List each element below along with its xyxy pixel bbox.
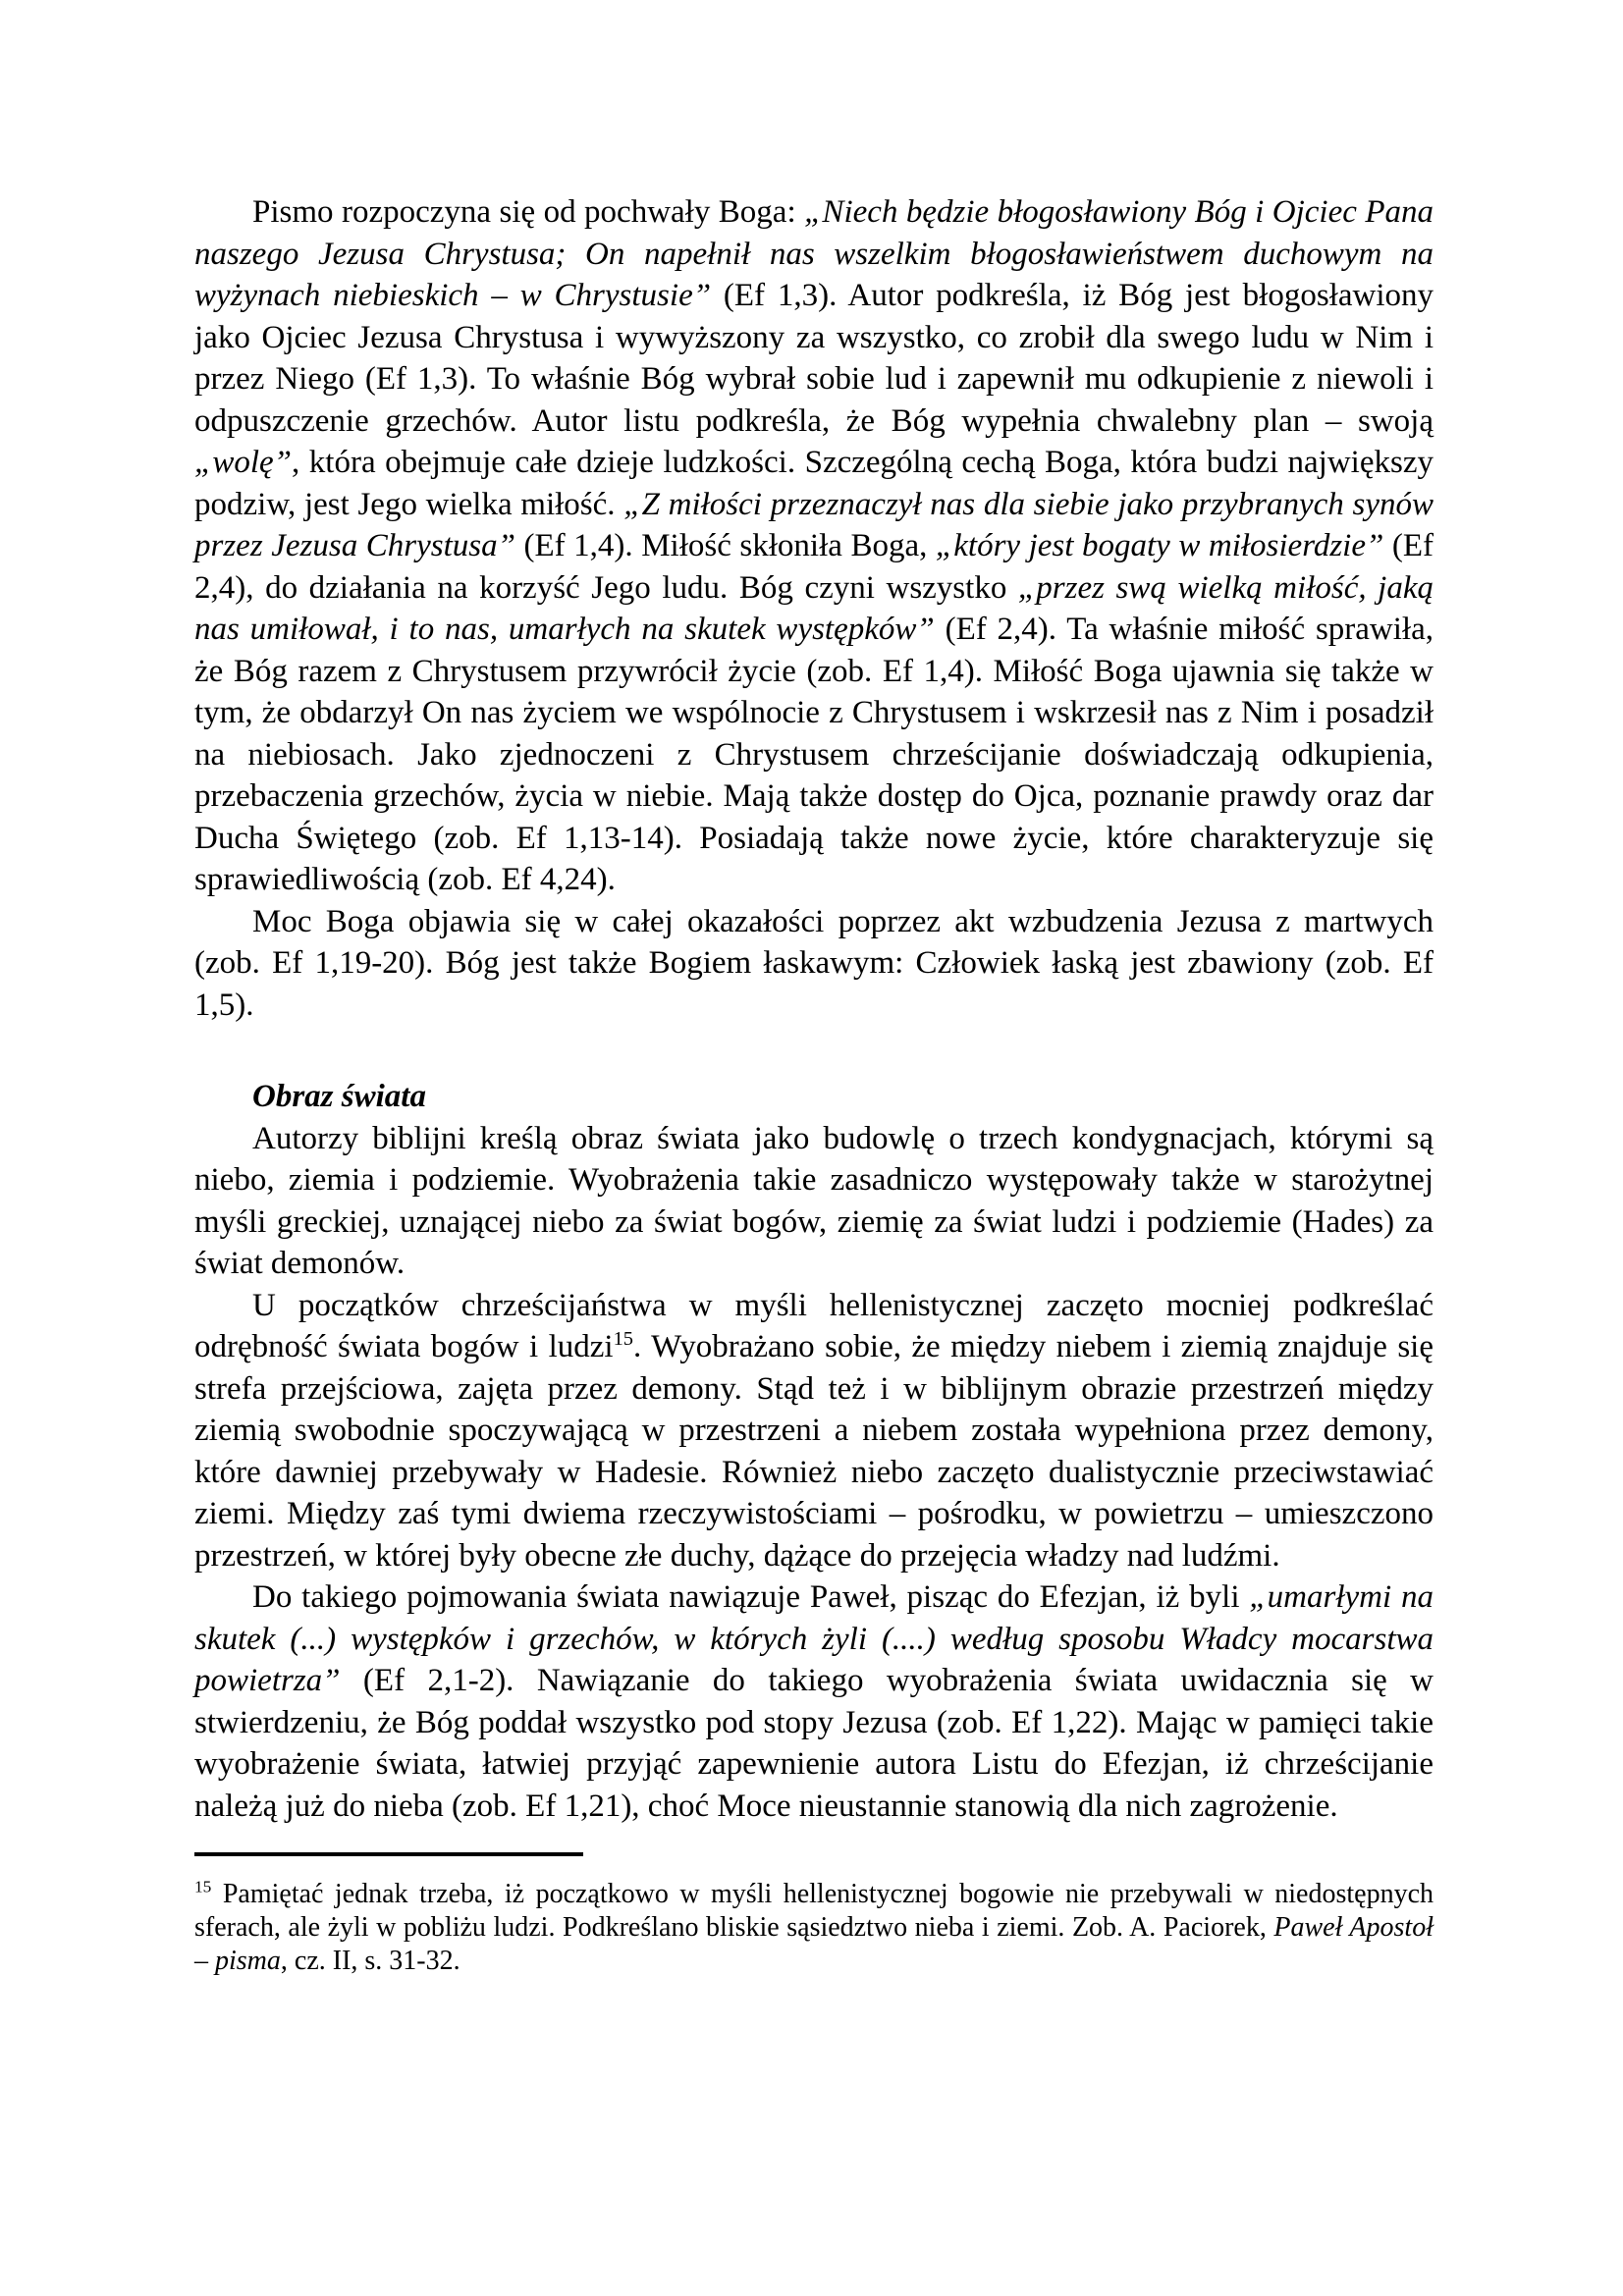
text-run: , cz. II, s. 31-32. bbox=[280, 1946, 460, 1976]
text-run: U początków chrześcijaństwa w myśli hellenistycznej zaczęto mocniej podkreślać odrębność świata bogów i ludzi bbox=[194, 1287, 1434, 1364]
text-run: (Ef 2,4), do działania na korzyść Jego ludu. Bóg czyni wszystko bbox=[194, 528, 1434, 606]
body-paragraph-2 bbox=[194, 901, 1434, 1027]
text-content bbox=[194, 191, 1434, 1978]
text-run: „umarłymi na skutek (...) występków i grzechów, w których żyli (....) według sposobu Władcy mocarstwa powietrza” bbox=[194, 1579, 1434, 1698]
text-run: „który jest bogaty w miłosierdzie” bbox=[935, 528, 1384, 563]
footnote-reference: 15 bbox=[613, 1328, 634, 1350]
text-run: , która obejmuje całe dzieje ludzkości. Szczególną cechą Boga, która budzi największy podziw, jest Jego wielka miłość. bbox=[194, 445, 1434, 522]
footnote-reference: 15 bbox=[194, 1877, 212, 1896]
body-paragraph-4 bbox=[194, 1285, 1434, 1577]
text-run: Moc Boga objawia się w całej okazałości poprzez akt wzbudzenia Jezusa z martwych (zob. Ef 1,19-20). Bóg jest także Bogiem łaskawym: Człowiek łaską jest zbawiony (zob. Ef 1,5). bbox=[194, 903, 1434, 1023]
body-paragraph-5 bbox=[194, 1576, 1434, 1827]
text-run: „przez swą wielką miłość, jaką nas umiłował, i to nas, umarłych na skutek występków” bbox=[194, 569, 1434, 647]
footnote-separator-rule bbox=[194, 1852, 583, 1856]
text-run: Autorzy biblijni kreślą obraz świata jako budowlę o trzech kondygnacjach, którymi są niebo, ziemia i podziemie. Wyobrażenia takie zasadniczo występowały także w starożytnej myśli greckiej, uznającej niebo za świat bogów, ziemię za świat ludzi i podziemie (Hades) za świat demonów. bbox=[194, 1120, 1434, 1281]
text-run: (Ef 2,4). Ta właśnie miłość sprawiła, że Bóg razem z Chrystusem przywrócił życie (zob. Ef 1,4). Miłość Boga ujawnia się także w tym, że obdarzył On nas życiem we wspólnocie z Chrystusem i wskrzesił nas z Nim i posadził na niebiosach. Jako zjednoczeni z Chrystusem chrześcijanie doświadczają odkupienia, przebaczenia grzechów, życia w niebie. Mają także dostęp do Ojca, poznanie prawdy oraz dar Ducha Świętego (zob. Ef 1,13-14). Posiadają także nowe życie, które charakteryzuje się sprawiedliwością (zob. Ef 4,24). bbox=[194, 612, 1434, 897]
text-run: Do takiego pojmowania świata nawiązuje Paweł, pisząc do Efezjan, iż byli bbox=[252, 1579, 1250, 1615]
body-paragraph-3 bbox=[194, 1118, 1434, 1285]
text-run: Paweł Apostoł – pisma bbox=[194, 1912, 1434, 1976]
text-run: „Niech będzie błogosławiony Bóg i Ojciec Pana naszego Jezusa Chrystusa; On napełnił nas wszelkim błogosławieństwem duchowym na wyżynach niebieskich – w Chrystusie” bbox=[194, 194, 1434, 313]
body-paragraph-1 bbox=[194, 191, 1434, 901]
text-run: (Ef 2,1-2). Nawiązanie do takiego wyobrażenia świata uwidacznia się w stwierdzeniu, że Bóg poddał wszystko pod stopy Jezusa (zob. Ef 1,22). Mając w pamięci takie wyobrażenie świata, łatwiej przyjąć zapewnienie autora Listu do Efezjan, iż chrześcijanie należą już do nieba (zob. Ef 1,21), choć Moce nieustannie stanowią dla nich zagrożenie. bbox=[194, 1663, 1434, 1824]
text-run: (Ef 1,3). Autor podkreśla, iż Bóg jest błogosławiony jako Ojciec Jezusa Chrystusa i wywyższony za wszystko, co zrobił dla swego ludu w Nim i przez Niego (Ef 1,3). To właśnie Bóg wybrał sobie lud i zapewnił mu odkupienie z niewoli i odpuszczenie grzechów. Autor listu podkreśla, że Bóg wypełnia chwalebny plan – swoją bbox=[194, 278, 1434, 439]
footnote-text bbox=[194, 1878, 1434, 1978]
text-run: (Ef 1,4). Miłość skłoniła Boga, bbox=[514, 528, 936, 563]
section-heading: Obraz świata bbox=[252, 1079, 426, 1114]
text-run: . Wyobrażano sobie, że między niebem i ziemią znajduje się strefa przejściowa, zajęta przez demony. Stąd też i w biblijnym obrazie przestrzeń między ziemią swobodnie spoczywającą w przestrzeni a niebem została wypełniona przez demony, które dawniej przebywały w Hadesie. Również niebo zaczęto dualistycznie przeciwstawiać ziemi. Między zaś tymi dwiema rzeczywistościami – pośrodku, w powietrzu – umieszczono przestrzeń, w której były obecne złe duchy, dążące do przejęcia władzy nad ludźmi. bbox=[194, 1329, 1434, 1574]
text-run: „wolę” bbox=[194, 445, 293, 480]
text-run: Pismo rozpoczyna się od pochwały Boga: bbox=[252, 194, 805, 230]
text-run: „Z miłości przeznaczył nas dla siebie jako przybranych synów przez Jezusa Chrystusa” bbox=[194, 486, 1434, 563]
text-run: Pamiętać jednak trzeba, iż początkowo w myśli hellenistycznej bogowie nie przebywali w niedostępnych sferach, ale żyli w pobliżu ludzi. Podkreślano bliskie sąsiedztwo nieba i ziemi. Zob. A. Paciorek, bbox=[194, 1879, 1434, 1943]
